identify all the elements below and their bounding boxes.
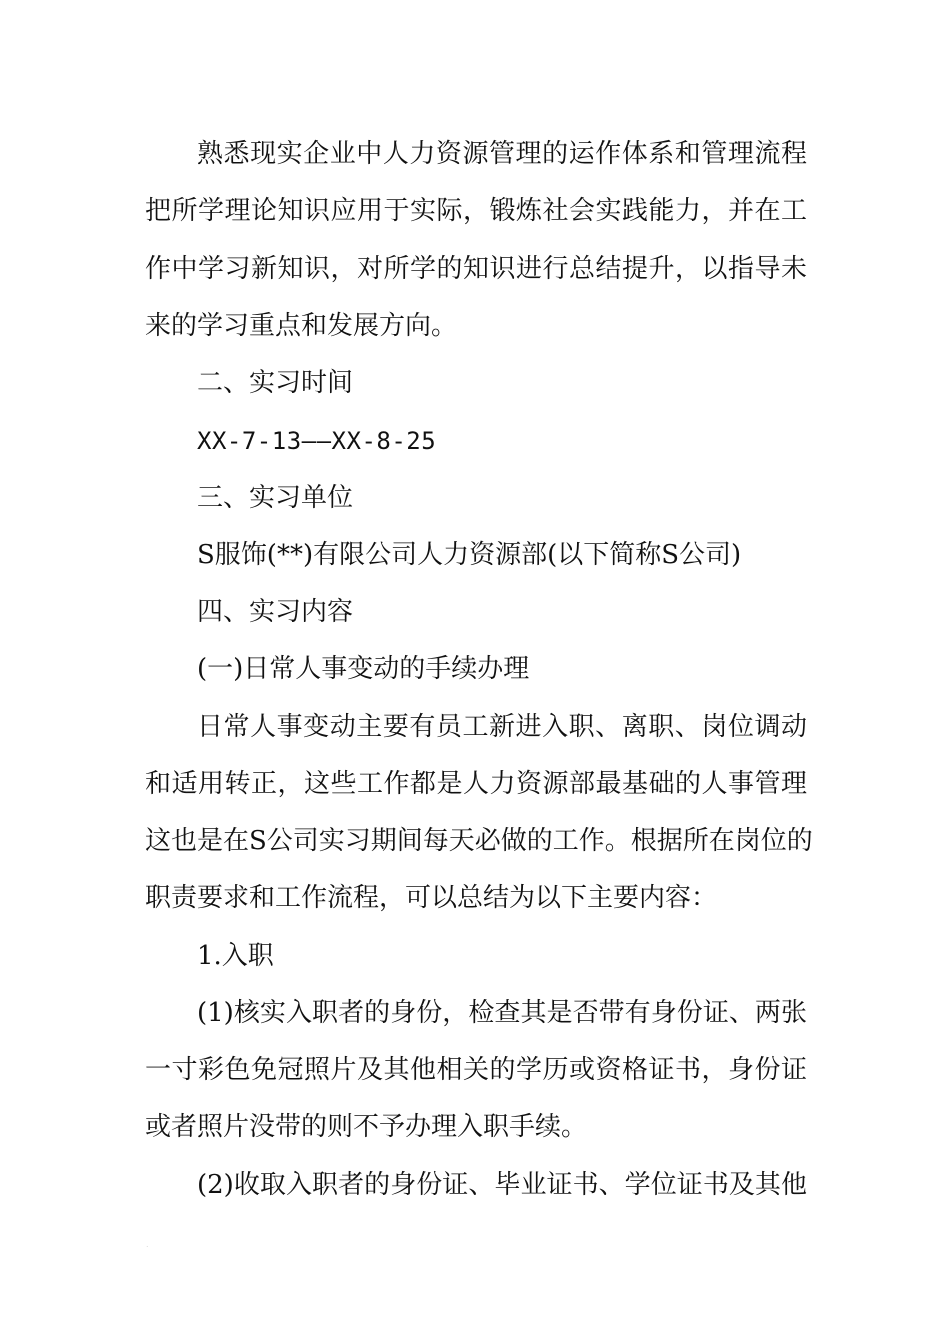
paragraph-1-line-2: 把所学理论知识应用于实际，锻炼社会实践能力，并在工: [145, 196, 807, 226]
internship-company: S服饰(**)有限公司人力资源部(以下简称S公司): [197, 540, 742, 570]
subheading-personnel-changes: (一)日常人事变动的手续办理: [197, 654, 530, 684]
internship-dates: XX-7-13——XX-8-25: [197, 427, 437, 455]
paragraph-1-line-1: 熟悉现实企业中人力资源管理的运作体系和管理流程: [197, 139, 807, 169]
paragraph-1-line-3: 作中学习新知识，对所学的知识进行总结提升，以指导未: [145, 254, 807, 284]
paragraph-1-line-4: 来的学习重点和发展方向。: [145, 311, 458, 341]
heading-internship-time: 二、实习时间: [197, 368, 354, 398]
heading-internship-unit: 三、实习单位: [197, 483, 354, 513]
paragraph-2-line-4: 职责要求和工作流程，可以总结为以下主要内容：: [145, 883, 718, 913]
footer-mark: .: [146, 1240, 149, 1249]
heading-internship-content: 四、实习内容: [197, 597, 354, 627]
paragraph-3-line-3: 或者照片没带的则不予办理入职手续。: [145, 1112, 588, 1142]
paragraph-2-line-3: 这也是在S公司实习期间每天必做的工作。根据所在岗位的: [145, 826, 813, 856]
paragraph-2-line-2: 和适用转正，这些工作都是人力资源部最基础的人事管理: [145, 769, 807, 799]
paragraph-3-line-1: (1)核实入职者的身份，检查其是否带有身份证、两张: [197, 998, 807, 1028]
paragraph-4-line-1: (2)收取入职者的身份证、毕业证书、学位证书及其他: [197, 1170, 807, 1200]
item-onboarding: 1.入职: [197, 941, 274, 971]
paragraph-2-line-1: 日常人事变动主要有员工新进入职、离职、岗位调动: [197, 712, 807, 742]
paragraph-3-line-2: 一寸彩色免冠照片及其他相关的学历或资格证书，身份证: [145, 1055, 807, 1085]
